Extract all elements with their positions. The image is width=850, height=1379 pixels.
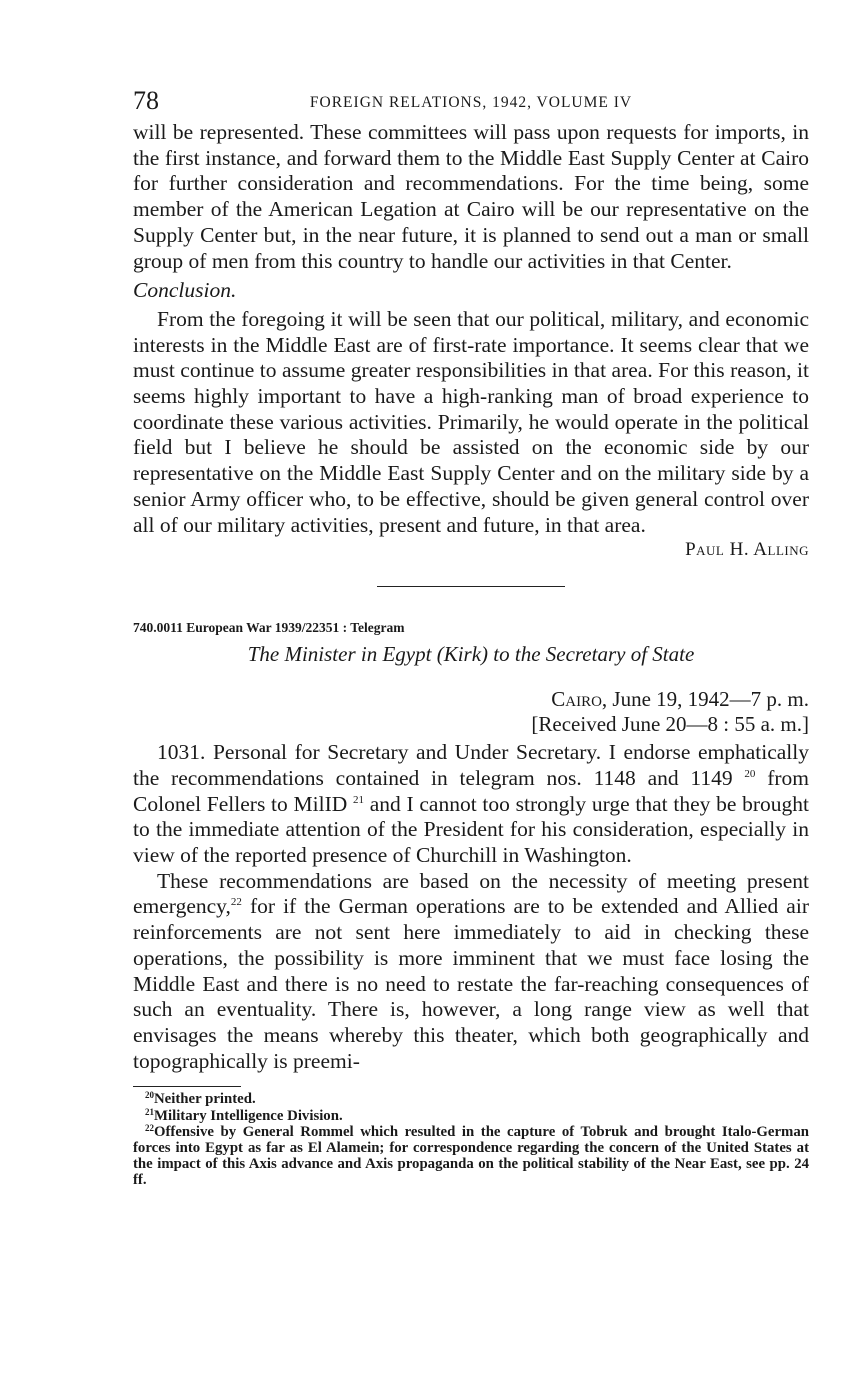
telegram-paragraph-2	[133, 869, 809, 1075]
footnote-text: Military Intelligence Division.	[154, 1107, 343, 1124]
footnote-number: 22	[145, 1122, 154, 1133]
telegram-paragraph-1-text-a: 1031. Personal for Secretary and Under Secretary. I endorse emphatically the recommendations contained in telegram nos. 1148 and 1149	[133, 740, 809, 790]
footnote-ref-21: 21	[353, 793, 364, 806]
received-line: [Received June 20—8 : 55 a. m.]	[531, 712, 809, 737]
file-reference: 740.0011 European War 1939/22351 : Telegram	[133, 620, 405, 636]
page-number: 78	[133, 86, 159, 115]
footnote-ref-22: 22	[230, 896, 242, 909]
document-title: The Minister in Egypt (Kirk) to the Secretary of State	[247, 642, 695, 667]
document-page	[133, 86, 809, 1189]
footnote-rule	[133, 1086, 241, 1087]
page-header	[133, 86, 809, 120]
continuation-paragraph: will be represented. These committees will pass upon requests for imports, in the first instance, and forward them to the Middle East Supply Center at Cairo for further consideration and recommendations. For the time being, some member of the American Legation at Cairo will be our representative on the Supply Center but, in the near future, it is planned to send out a man or small group of men from this country to handle our activities in that Center.	[133, 120, 809, 273]
conclusion-heading: Conclusion.	[133, 278, 237, 303]
footnote-20	[133, 1091, 809, 1107]
telegram-body	[133, 740, 809, 1074]
footnote-text: Offensive by General Rommel which resulted in the capture of Tobruk and brought Italo-German forces into Egypt as far as El Alamein; for correspondence regarding the concern of the United States at the impact of this Axis advance and Axis propaganda on the political stability of the Near East, see pp. 24 ff.	[133, 1123, 809, 1189]
dateline	[133, 687, 809, 712]
telegram-paragraph-2-text-b: for if the German operations are to be extended and Allied air reinforcements are not sent here immediately to aid in checking these operations, the possibility is more imminent that we must face losing the Middle East and there is no need to restate the far-reaching consequences of such an eventuality. There is, however, a long range view as well that envisages the means whereby this theater, which both geographically and topographically is preemi-	[133, 894, 809, 1073]
dateline-place: Cairo	[551, 687, 602, 712]
footnote-ref-20: 20	[744, 767, 756, 780]
footnote-number: 21	[145, 1106, 154, 1117]
conclusion-paragraph: From the foregoing it will be seen that our political, military, and economic interests in the Middle East are of first-rate importance. It seems clear that we must continue to assume greater responsibilities in that area. For this reason, it seems highly important to have a high-ranking man of broad experience to coordinate these various activities. Primarily, he would operate in the political field but I believe he should be assisted on the economic side by our representative on the Middle East Supply Center and on the military side by a senior Army officer who, to be effective, should be given general control over all of our military activities, present and future, in that area.	[133, 306, 809, 537]
telegram-paragraph-1	[133, 740, 809, 869]
footnote-21	[133, 1108, 809, 1124]
running-title: FOREIGN RELATIONS, 1942, VOLUME IV	[309, 94, 633, 111]
footnote-22	[133, 1124, 809, 1189]
footnotes	[133, 1091, 809, 1188]
telegram-paragraph-1-text-b: from Colonel Fellers to MilID	[133, 765, 810, 816]
footnote-number: 20	[145, 1090, 154, 1101]
memo-body	[133, 120, 809, 538]
signature: Paul H. Alling	[685, 539, 809, 561]
telegram-paragraph-2-text-a: These recommendations are based on the necessity of meeting present emergency,	[133, 868, 809, 919]
footnote-text: Neither printed.	[154, 1091, 256, 1108]
dateline-date: , June 19, 1942—7 p. m.	[601, 687, 809, 712]
telegram-paragraph-1-text-c: and I cannot too strongly urge that they be brought to the immediate attention of the President for his consideration, especially in view of the reported presence of Churchill in Washington.	[133, 791, 809, 868]
section-separator	[377, 586, 565, 587]
